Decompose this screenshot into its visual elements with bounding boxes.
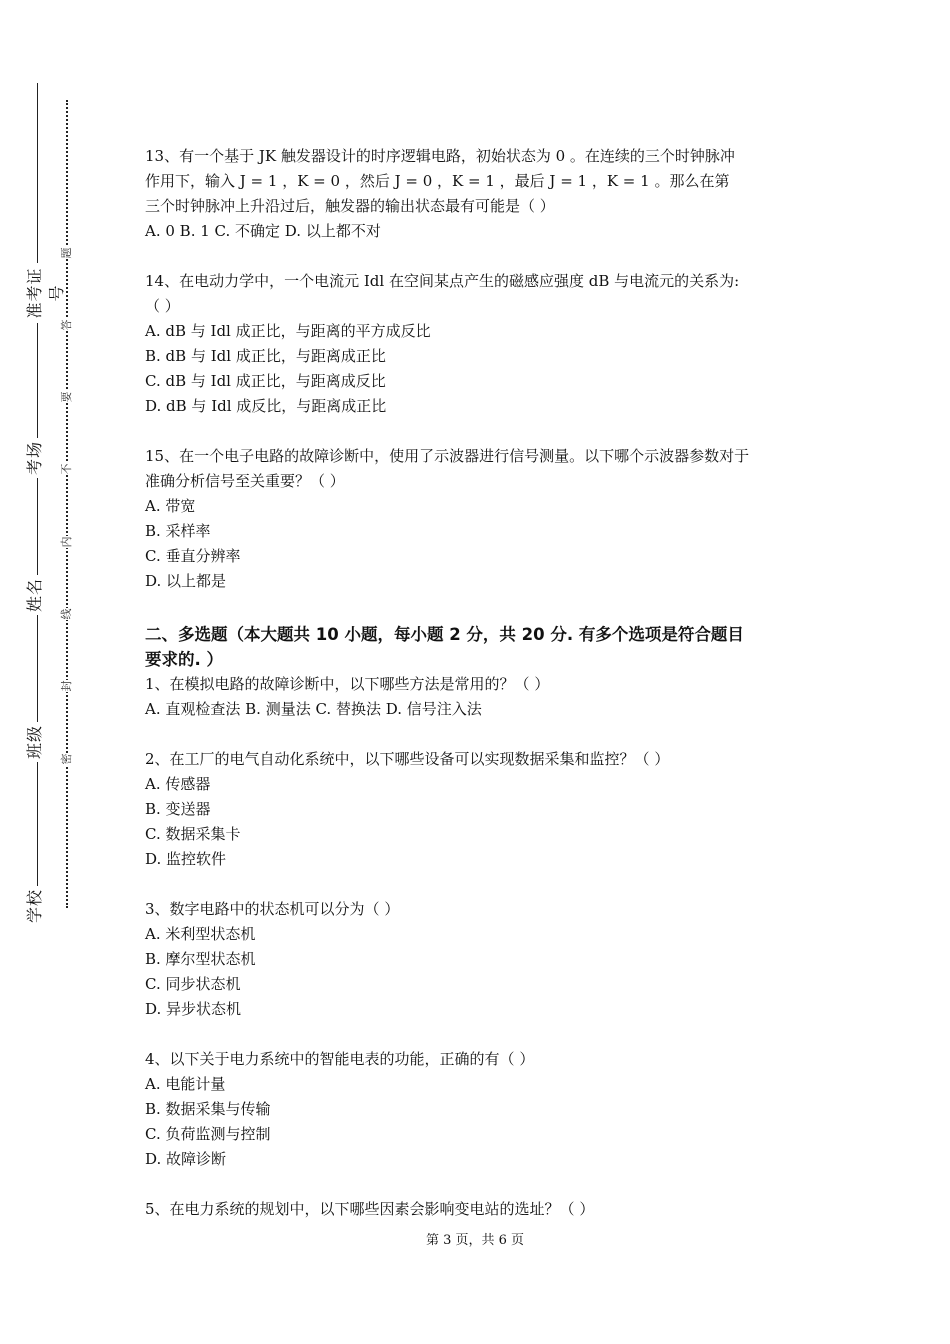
question-15	[145, 444, 825, 594]
section-title: 二、多选题（本大题共 10 小题，每小题 2 分，共 20 分. 有多个选项是符合题目	[145, 625, 744, 644]
option-c: C. 垂直分辨率	[145, 547, 241, 565]
question-text: 作用下，输入 J = 1 ，K = 0 ，然后 J = 0 ，K = 1 ，最后 J = 1 ，K = 1 。那么在第	[145, 172, 730, 190]
mc-question-3	[145, 897, 825, 1022]
option-d: D. 异步状态机	[145, 1000, 242, 1018]
seal-char: 题	[60, 247, 73, 259]
question-text: 4、以下关于电力系统中的智能电表的功能，正确的有（ ）	[145, 1050, 535, 1068]
option-line: A. 直观检查法 B. 测量法 C. 替换法 D. 信号注入法	[145, 700, 482, 718]
option-a: A. dB 与 Idl 成正比，与距离的平方成反比	[145, 322, 431, 340]
mc-question-5	[145, 1197, 825, 1222]
option-b: B. dB 与 Idl 成正比，与距离成正比	[145, 347, 386, 365]
option-c: C. 同步状态机	[145, 975, 241, 993]
option-a: A. 电能计量	[145, 1075, 226, 1093]
seal-char: 答	[60, 319, 73, 331]
option-d: D. dB 与 Idl 成反比，与距离成正比	[145, 397, 387, 415]
option-b: B. 变送器	[145, 800, 211, 818]
page-footer: 第 3 页，共 6 页	[425, 1233, 525, 1248]
mc-question-1	[145, 672, 825, 722]
question-text: 准确分析信号至关重要？（ ）	[145, 472, 345, 490]
class-label: 班级	[24, 722, 46, 762]
question-text: 5、在电力系统的规划中，以下哪些因素会影响变电站的选址？（ ）	[145, 1200, 595, 1218]
mc-question-4	[145, 1047, 825, 1172]
mc-question-2	[145, 747, 825, 872]
question-text: 13、有一个基于 JK 触发器设计的时序逻辑电路，初始状态为 0 。在连续的三个时钟脉冲	[145, 147, 735, 165]
section-title: 要求的. ）	[145, 650, 224, 669]
option-b: B. 摩尔型状态机	[145, 950, 256, 968]
option-line: A. 0 B. 1 C. 不确定 D. 以上都不对	[145, 222, 381, 240]
seal-char: 内	[60, 536, 73, 548]
option-b: B. 数据采集与传输	[145, 1100, 271, 1118]
option-b: B. 采样率	[145, 522, 211, 540]
seal-char: 线	[60, 608, 73, 620]
seal-dotted-line	[66, 100, 68, 908]
question-text: 1、在模拟电路的故障诊断中，以下哪些方法是常用的？（ ）	[145, 675, 550, 693]
seal-char: 要	[60, 391, 73, 403]
name-label: 姓名	[24, 575, 46, 615]
question-14	[145, 269, 825, 419]
option-c: C. dB 与 Idl 成正比，与距离成反比	[145, 372, 386, 390]
option-c: C. 负荷监测与控制	[145, 1125, 271, 1143]
option-a: A. 带宽	[145, 497, 196, 515]
question-text: 14、在电动力学中，一个电流元 Idl 在空间某点产生的磁感应强度 dB 与电流元的关系为:	[145, 272, 740, 290]
question-text: 3、数字电路中的状态机可以分为（ ）	[145, 900, 400, 918]
option-d: D. 监控软件	[145, 850, 227, 868]
question-text: 三个时钟脉冲上升沿过后，触发器的输出状态最有可能是（ ）	[145, 197, 555, 215]
exam-id-label: 准考证号	[24, 263, 46, 323]
option-c: C. 数据采集卡	[145, 825, 241, 843]
seal-char: 不	[60, 463, 73, 475]
seal-char: 封	[60, 680, 73, 692]
seal-char: 密	[60, 753, 73, 765]
question-text: （ ）	[145, 297, 180, 315]
exam-room-label: 考场	[24, 438, 46, 478]
exam-content	[145, 144, 825, 1222]
option-a: A. 米利型状态机	[145, 925, 256, 943]
question-text: 15、在一个电子电路的故障诊断中，使用了示波器进行信号测量。以下哪个示波器参数对于	[145, 447, 750, 465]
option-d: D. 以上都是	[145, 572, 227, 590]
section-two-heading	[145, 622, 825, 672]
option-d: D. 故障诊断	[145, 1150, 227, 1168]
binding-solid-line	[37, 83, 38, 923]
school-label: 学校	[24, 886, 46, 926]
question-text: 2、在工厂的电气自动化系统中，以下哪些设备可以实现数据采集和监控？（ ）	[145, 750, 670, 768]
option-a: A. 传感器	[145, 775, 211, 793]
question-13	[145, 144, 825, 244]
